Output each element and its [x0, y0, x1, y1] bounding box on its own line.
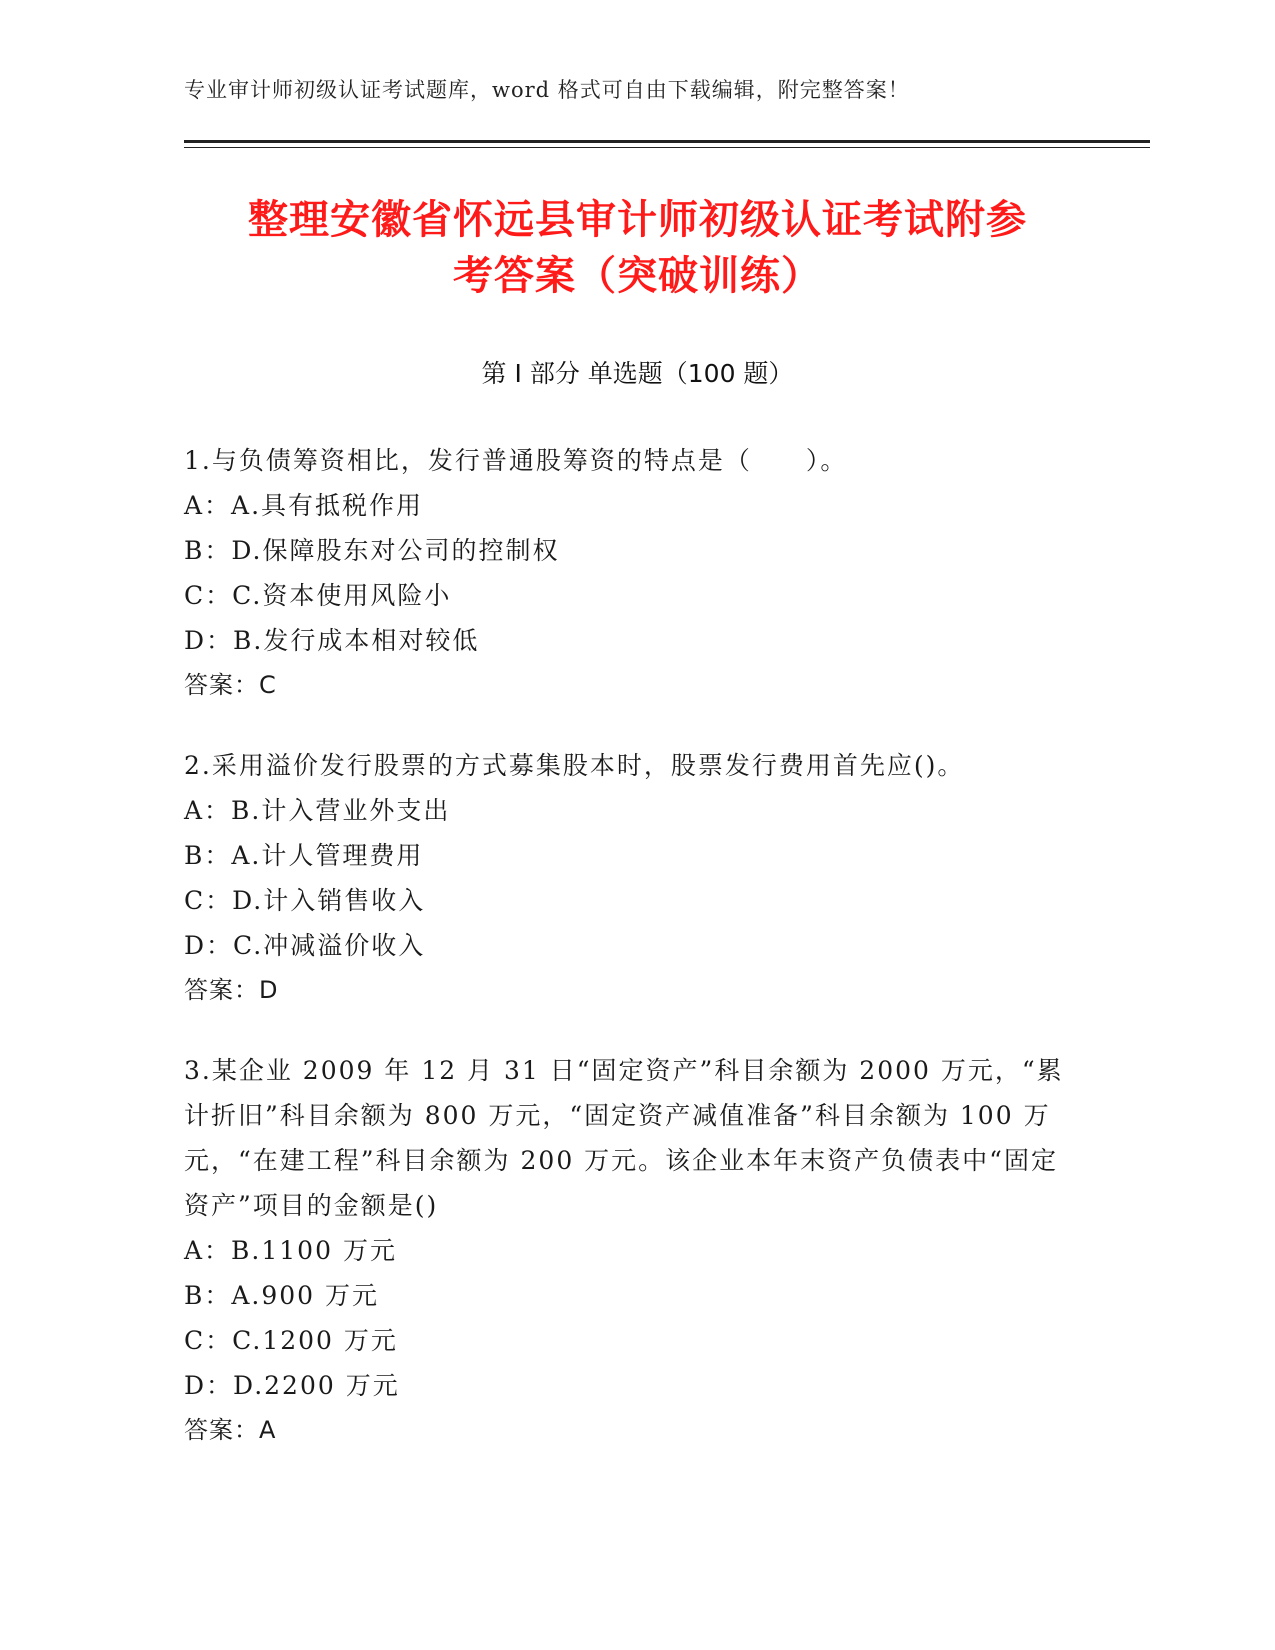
option-c: C：D.计入销售收入	[184, 886, 426, 915]
question-3	[184, 1048, 1084, 1453]
header-rule-thin	[184, 147, 1150, 148]
question-2	[184, 743, 1084, 1013]
answer-line: 答案：C	[184, 671, 277, 699]
document-title	[150, 192, 1125, 304]
option-a: A：A.具有抵税作用	[184, 491, 424, 520]
option-a: A：B.1100 万元	[184, 1236, 397, 1265]
option-b: B：A.900 万元	[184, 1281, 380, 1310]
document-title-line-1: 整理安徽省怀远县审计师初级认证考试附参	[248, 197, 1027, 243]
option-a: A：B.计入营业外支出	[184, 796, 451, 825]
document-title-line-2: 考答案（突破训练）	[453, 253, 822, 299]
option-c: C：C.资本使用风险小	[184, 581, 452, 610]
option-c: C：C.1200 万元	[184, 1326, 398, 1355]
header-rule-thick	[184, 140, 1150, 143]
option-d: D：C.冲减溢价收入	[184, 931, 426, 960]
option-d: D：D.2200 万元	[184, 1371, 400, 1400]
question-1	[184, 438, 1084, 708]
question-stem: 3.某企业 2009 年 12 月 31 日“固定资产”科目余额为 2000 万元，“累计折旧”科目余额为 800 万元，“固定资产减值准备”科目余额为 100 万元，“在建工程”科目余额为 200 万元。该企业本年末资产负债表中“固定资产”项目的金额是()	[184, 1056, 1064, 1220]
question-stem: 1.与负债筹资相比，发行普通股筹资的特点是（ ）。	[184, 446, 848, 475]
option-d: D：B.发行成本相对较低	[184, 626, 480, 655]
question-list	[184, 438, 1084, 1488]
question-stem: 2.采用溢价发行股票的方式募集股本时，股票发行费用首先应()。	[184, 751, 965, 780]
answer-line: 答案：A	[184, 1416, 277, 1444]
section-title: 第 I 部分 单选题（100 题）	[481, 359, 794, 388]
answer-line: 答案：D	[184, 976, 279, 1004]
option-b: B：A.计人管理费用	[184, 841, 424, 870]
option-b: B：D.保障股东对公司的控制权	[184, 536, 560, 565]
header-note: 专业审计师初级认证考试题库，word 格式可自由下载编辑，附完整答案！	[184, 78, 910, 102]
